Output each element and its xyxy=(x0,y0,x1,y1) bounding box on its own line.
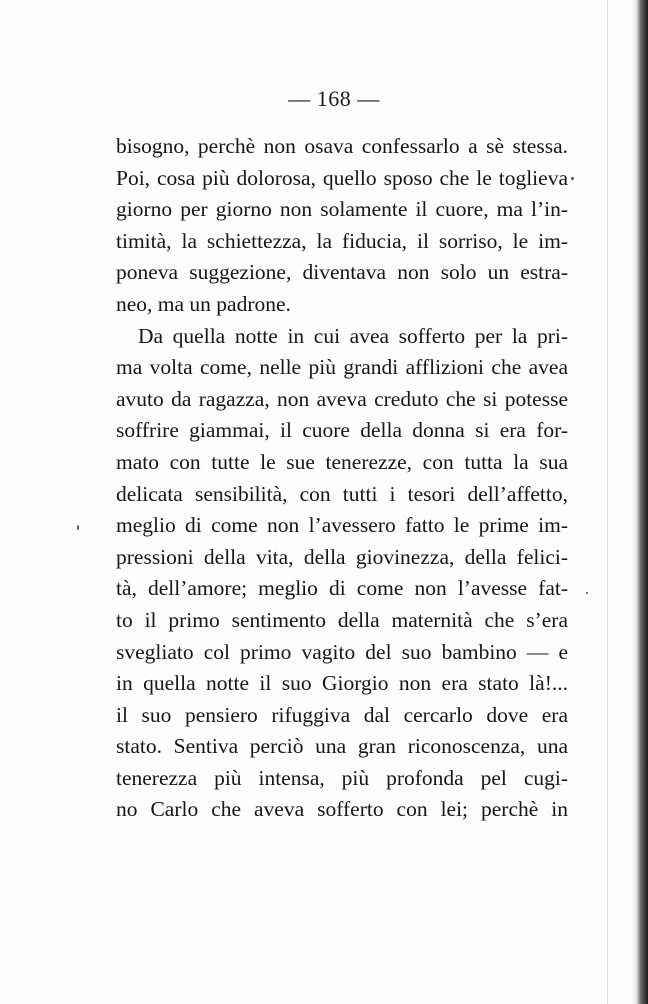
page-number: — 168 — xyxy=(288,86,380,111)
text-line: giorno per giorno non solamente il cuore, ma l’in- xyxy=(116,197,568,222)
paper-speck xyxy=(586,592,588,594)
text-line: svegliato col primo vagito del suo bambino — e xyxy=(116,639,568,664)
paper-speck xyxy=(571,177,574,180)
body-text xyxy=(116,131,568,826)
text-line: ma volta come, nelle più grandi afflizioni che avea xyxy=(116,355,568,380)
text-line: pressioni della vita, della giovinezza, della felici- xyxy=(116,544,568,569)
paragraph-start-line: Da quella notte in cui avea sofferto per la pri- xyxy=(138,323,568,348)
text-line: meglio di come non l’avessero fatto le prime im- xyxy=(116,513,568,538)
text-line: tenerezza più intensa, più profonda pel cugi- xyxy=(116,765,568,790)
text-line: Poi, cosa più dolorosa, quello sposo che le toglieva xyxy=(116,165,568,190)
text-line: neo, ma un padrone. xyxy=(116,291,291,316)
text-line: no Carlo che aveva sofferto con lei; perchè in xyxy=(116,797,568,822)
text-line: in quella notte il suo Giorgio non era stato là!... xyxy=(116,671,568,696)
page-fold-line xyxy=(607,0,608,1004)
text-line: bisogno, perchè non osava confessarlo a sè stessa. xyxy=(116,134,568,158)
text-line: delicata sensibilità, con tutti i tesori dell’affetto, xyxy=(116,481,568,506)
text-line: tà, dell’amore; meglio di come non l’avesse fat- xyxy=(116,576,568,601)
text-line: stato. Sentiva perciò una gran riconoscenza, una xyxy=(116,734,568,759)
text-line: mato con tutte le sue tenerezze, con tutta la sua xyxy=(116,449,568,474)
text-line: poneva suggezione, diventava non solo un estra- xyxy=(116,260,568,285)
text-line: soffrire giammai, il cuore della donna si era for- xyxy=(116,418,568,443)
text-line: to il primo sentimento della maternità che s’era xyxy=(116,607,568,632)
text-line: avuto da ragazza, non aveva creduto che si potesse xyxy=(116,386,568,411)
page-edge-shadow xyxy=(630,0,648,1004)
text-line: timità, la schiettezza, la fiducia, il sorriso, le im- xyxy=(116,228,568,253)
paper-speck xyxy=(77,525,79,530)
text-line: il suo pensiero rifuggiva dal cercarlo dove era xyxy=(116,702,568,727)
